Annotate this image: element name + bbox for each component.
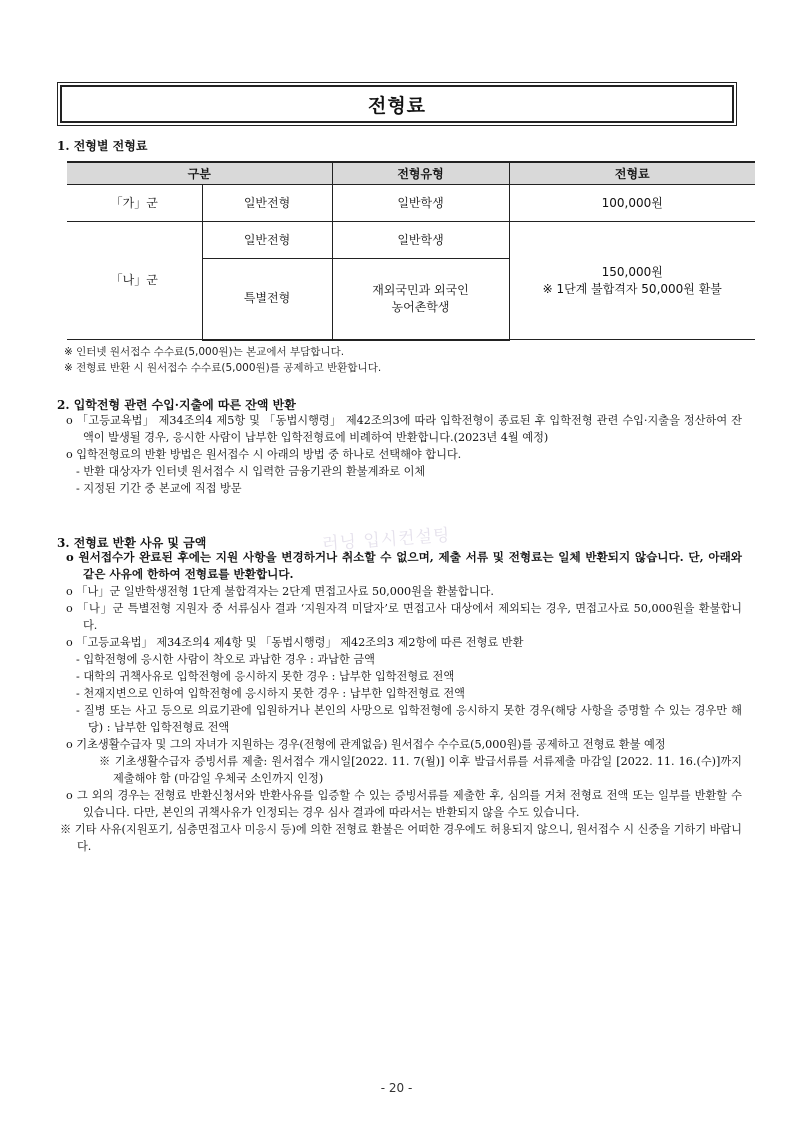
- section3-item-2: - 대학의 귀책사유로 입학전형에 응시하지 못한 경우 : 납부한 입학전형료 전액: [76, 670, 455, 683]
- cell-na-subtype-2-line2: 농어촌학생: [391, 299, 450, 314]
- cell-na-fee-note: ※ 1단계 불합격자 50,000원 환불: [542, 281, 722, 296]
- header-category: 구분: [67, 162, 332, 185]
- table-row-na-1: [67, 222, 755, 259]
- section3-heading: 3. 전형료 반환 사유 및 금액: [57, 536, 207, 550]
- fee-table: [67, 161, 755, 341]
- section2-para-1: o 「고등교육법」 제34조의4 제5항 및 「동법시행령」 제42조의3에 따라 입학전형이 종료된 후 입학전형 관련 수입·지출을 정산하여 잔액이 발생될 경우, 응시한 사람이 납부한 입학전형료에 비례하여 반환합니다.(2023년 4월 예정): [66, 414, 742, 444]
- table-header-row: [67, 162, 755, 185]
- cell-ga-subtype: 일반학생: [332, 185, 509, 222]
- section3-para-4: o 「고등교육법」 제34조의4 제4항 및 「동법시행령」 제42조의3 제2항에 따른 전형료 반환: [66, 636, 524, 649]
- section3-item-3: - 천재지변으로 인하여 입학전형에 응시하지 못한 경우 : 납부한 입학전형료 전액: [76, 687, 465, 700]
- table-row-ga: [67, 185, 755, 222]
- section2-item-2: - 지정된 기간 중 본교에 직접 방문: [76, 482, 242, 495]
- cell-na-subtype-2: [332, 259, 509, 340]
- watermark: 러닝 입시컨설팅: [321, 525, 452, 555]
- cell-na-subtype-2-line1: 재외국민과 외국인: [372, 282, 469, 297]
- section3-para-3: o 「나」군 특별전형 지원자 중 서류심사 결과 ‘지원자격 미달자’로 면접고사 대상에서 제외되는 경우, 면접고사료 50,000원을 환불합니다.: [66, 602, 742, 632]
- section3-para-6: o 그 외의 경우는 전형료 반환신청서와 반환사유를 입증할 수 있는 증빙서류를 제출한 후, 심의를 거쳐 전형료 전액 또는 일부를 반환할 수 있습니다. 다만, 본인의 귀책사유가 인정되는 경우 심사 결과에 따라서는 반환되지 않을 수도 있습니다.: [66, 789, 742, 819]
- cell-na-fee-amount: 150,000원: [601, 264, 663, 279]
- cell-ga-group: 「가」군: [67, 185, 202, 222]
- cell-ga-type: 일반전형: [202, 185, 332, 222]
- section3-note-2: ※ 기타 사유(지원포기, 심층면접고사 미응시 등)에 의한 전형료 환불은 어떠한 경우에도 허용되지 않으니, 원서접수 시 신중을 기하기 바랍니다.: [60, 823, 742, 853]
- section3-para-5: o 기초생활수급자 및 그의 자녀가 지원하는 경우(전형에 관계없음) 원서접수 수수료(5,000원)를 공제하고 전형료 환불 예정: [66, 738, 666, 751]
- cell-na-type-2: 특별전형: [202, 259, 332, 340]
- section2-body: [66, 412, 742, 497]
- fee-note-2: ※ 전형료 반환 시 원서접수 수수료(5,000원)를 공제하고 반환합니다.: [64, 362, 382, 374]
- section3-item-4: - 질병 또는 사고 등으로 의료기관에 입원하거나 본인의 사망으로 입학전형에 응시하지 못한 경우(해당 사항을 증명할 수 있는 경우만 해당) : 납부한 입학전형료 전액: [76, 704, 742, 734]
- cell-na-type-1: 일반전형: [202, 222, 332, 259]
- section3-note-1: ※ 기초생활수급자 증빙서류 제출: 원서접수 개시일[2022. 11. 7(월)] 이후 발급서류를 서류제출 마감일 [2022. 11. 16.(수)]까지 제출해야 함 (마감일 우체국 소인까지 인정): [99, 755, 742, 785]
- section3-para-2: o 「나」군 일반학생전형 1단계 불합격자는 2단계 면접고사료 50,000원을 환불합니다.: [66, 585, 494, 598]
- cell-na-subtype-1: 일반학생: [332, 222, 509, 259]
- page-title-box: [57, 82, 737, 126]
- page-number: - 20 -: [380, 1081, 413, 1095]
- cell-na-fee: [509, 222, 755, 340]
- section1-heading: 1. 전형별 전형료: [57, 139, 148, 153]
- section2-heading: 2. 입학전형 관련 수입·지출에 따른 잔액 반환: [57, 398, 296, 412]
- page-title: 전형료: [60, 85, 734, 123]
- section3-body: [60, 549, 742, 855]
- fee-notes: [64, 344, 381, 376]
- fee-note-1: ※ 인터넷 원서접수 수수료(5,000원)는 본교에서 부담합니다.: [64, 346, 345, 358]
- cell-na-group: 「나」군: [67, 222, 202, 340]
- section2-para-2: o 입학전형료의 반환 방법은 원서접수 시 아래의 방법 중 하나로 선택해야 합니다.: [66, 448, 462, 461]
- section3-item-1: - 입학전형에 응시한 사람이 착오로 과납한 경우 : 과납한 금액: [76, 653, 375, 666]
- header-fee: 전형료: [509, 162, 755, 185]
- cell-ga-fee: 100,000원: [509, 185, 755, 222]
- header-type: 전형유형: [332, 162, 509, 185]
- section3-para-1: o 원서접수가 완료된 후에는 지원 사항을 변경하거나 취소할 수 없으며, 제출 서류 및 전형료는 일체 반환되지 않습니다. 단, 아래와 같은 사유에 한하여 전형료를 반환합니다.: [66, 550, 742, 581]
- section2-item-1: - 반환 대상자가 인터넷 원서접수 시 입력한 금융기관의 환불계좌로 이체: [76, 465, 426, 478]
